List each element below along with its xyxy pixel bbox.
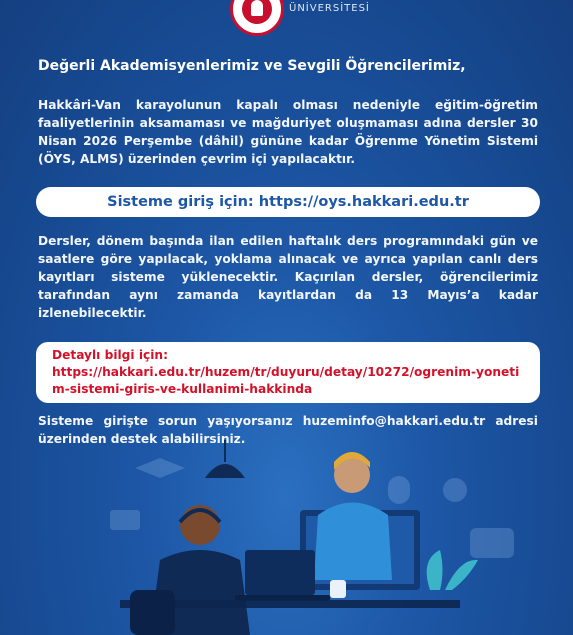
laptop-icon xyxy=(245,550,315,595)
info-link[interactable]: https://hakkari.edu.tr/huzem/tr/duyuru/detay/10272/ogrenim-yonetim-sistemi-giris-ve-kullanimi-hakkinda xyxy=(52,365,520,396)
announcement-paragraph-2: Dersler, dönem başında ilan edilen haftalık ders programındaki gün ve saatlere göre yapılacak, yoklama alınacak ve ayrıca yapılan canlı ders kayıtları sisteme yüklenecektir. Kaçırılan dersler, öğrencilerimiz tarafından aynı zamanda kayıtlardan da 13 Mayıs’a kadar izlenebilecektir. xyxy=(38,234,538,320)
university-logo xyxy=(230,0,284,36)
gear-icon xyxy=(443,478,467,502)
lightbulb-icon xyxy=(388,476,410,504)
cup-icon xyxy=(330,580,346,598)
login-banner-text[interactable]: Sisteme giriş için: https://oys.hakkari.edu.tr xyxy=(107,194,469,210)
university-name-text: ÜNİVERSİTESİ xyxy=(289,3,370,14)
online-learning-illustration xyxy=(0,440,573,635)
teacher-body xyxy=(314,503,392,581)
lamp-icon xyxy=(205,464,245,478)
graduation-cap-icon xyxy=(135,458,185,478)
chair-icon xyxy=(130,590,175,635)
greeting-heading: Değerli Akademisyenlerimiz ve Sevgili Öğrencilerimiz, xyxy=(38,58,466,74)
login-banner[interactable] xyxy=(36,187,540,217)
book-icon xyxy=(110,510,140,530)
info-label: Detaylı bilgi için: xyxy=(52,348,168,362)
info-box xyxy=(36,342,540,403)
chat-bubble-icon xyxy=(470,528,514,558)
announcement-paragraph-1: Hakkâri-Van karayolunun kapalı olması nedeniyle eğitim-öğretim faaliyetlerinin aksamaması ve mağduriyet oluşmaması adına dersler 30 Nisan 2026 Perşembe (dâhil) gününe kadar Öğrenme Yönetim Sistemi (ÖYS, ALMS) üzerinden çevrim içi yapılacaktır. xyxy=(38,98,538,166)
support-paragraph: Sisteme girişte sorun yaşıyorsanız huzeminfo@hakkari.edu.tr adresi üzerinden destek alabilirsiniz. xyxy=(38,414,538,446)
plant-icon xyxy=(427,550,478,590)
